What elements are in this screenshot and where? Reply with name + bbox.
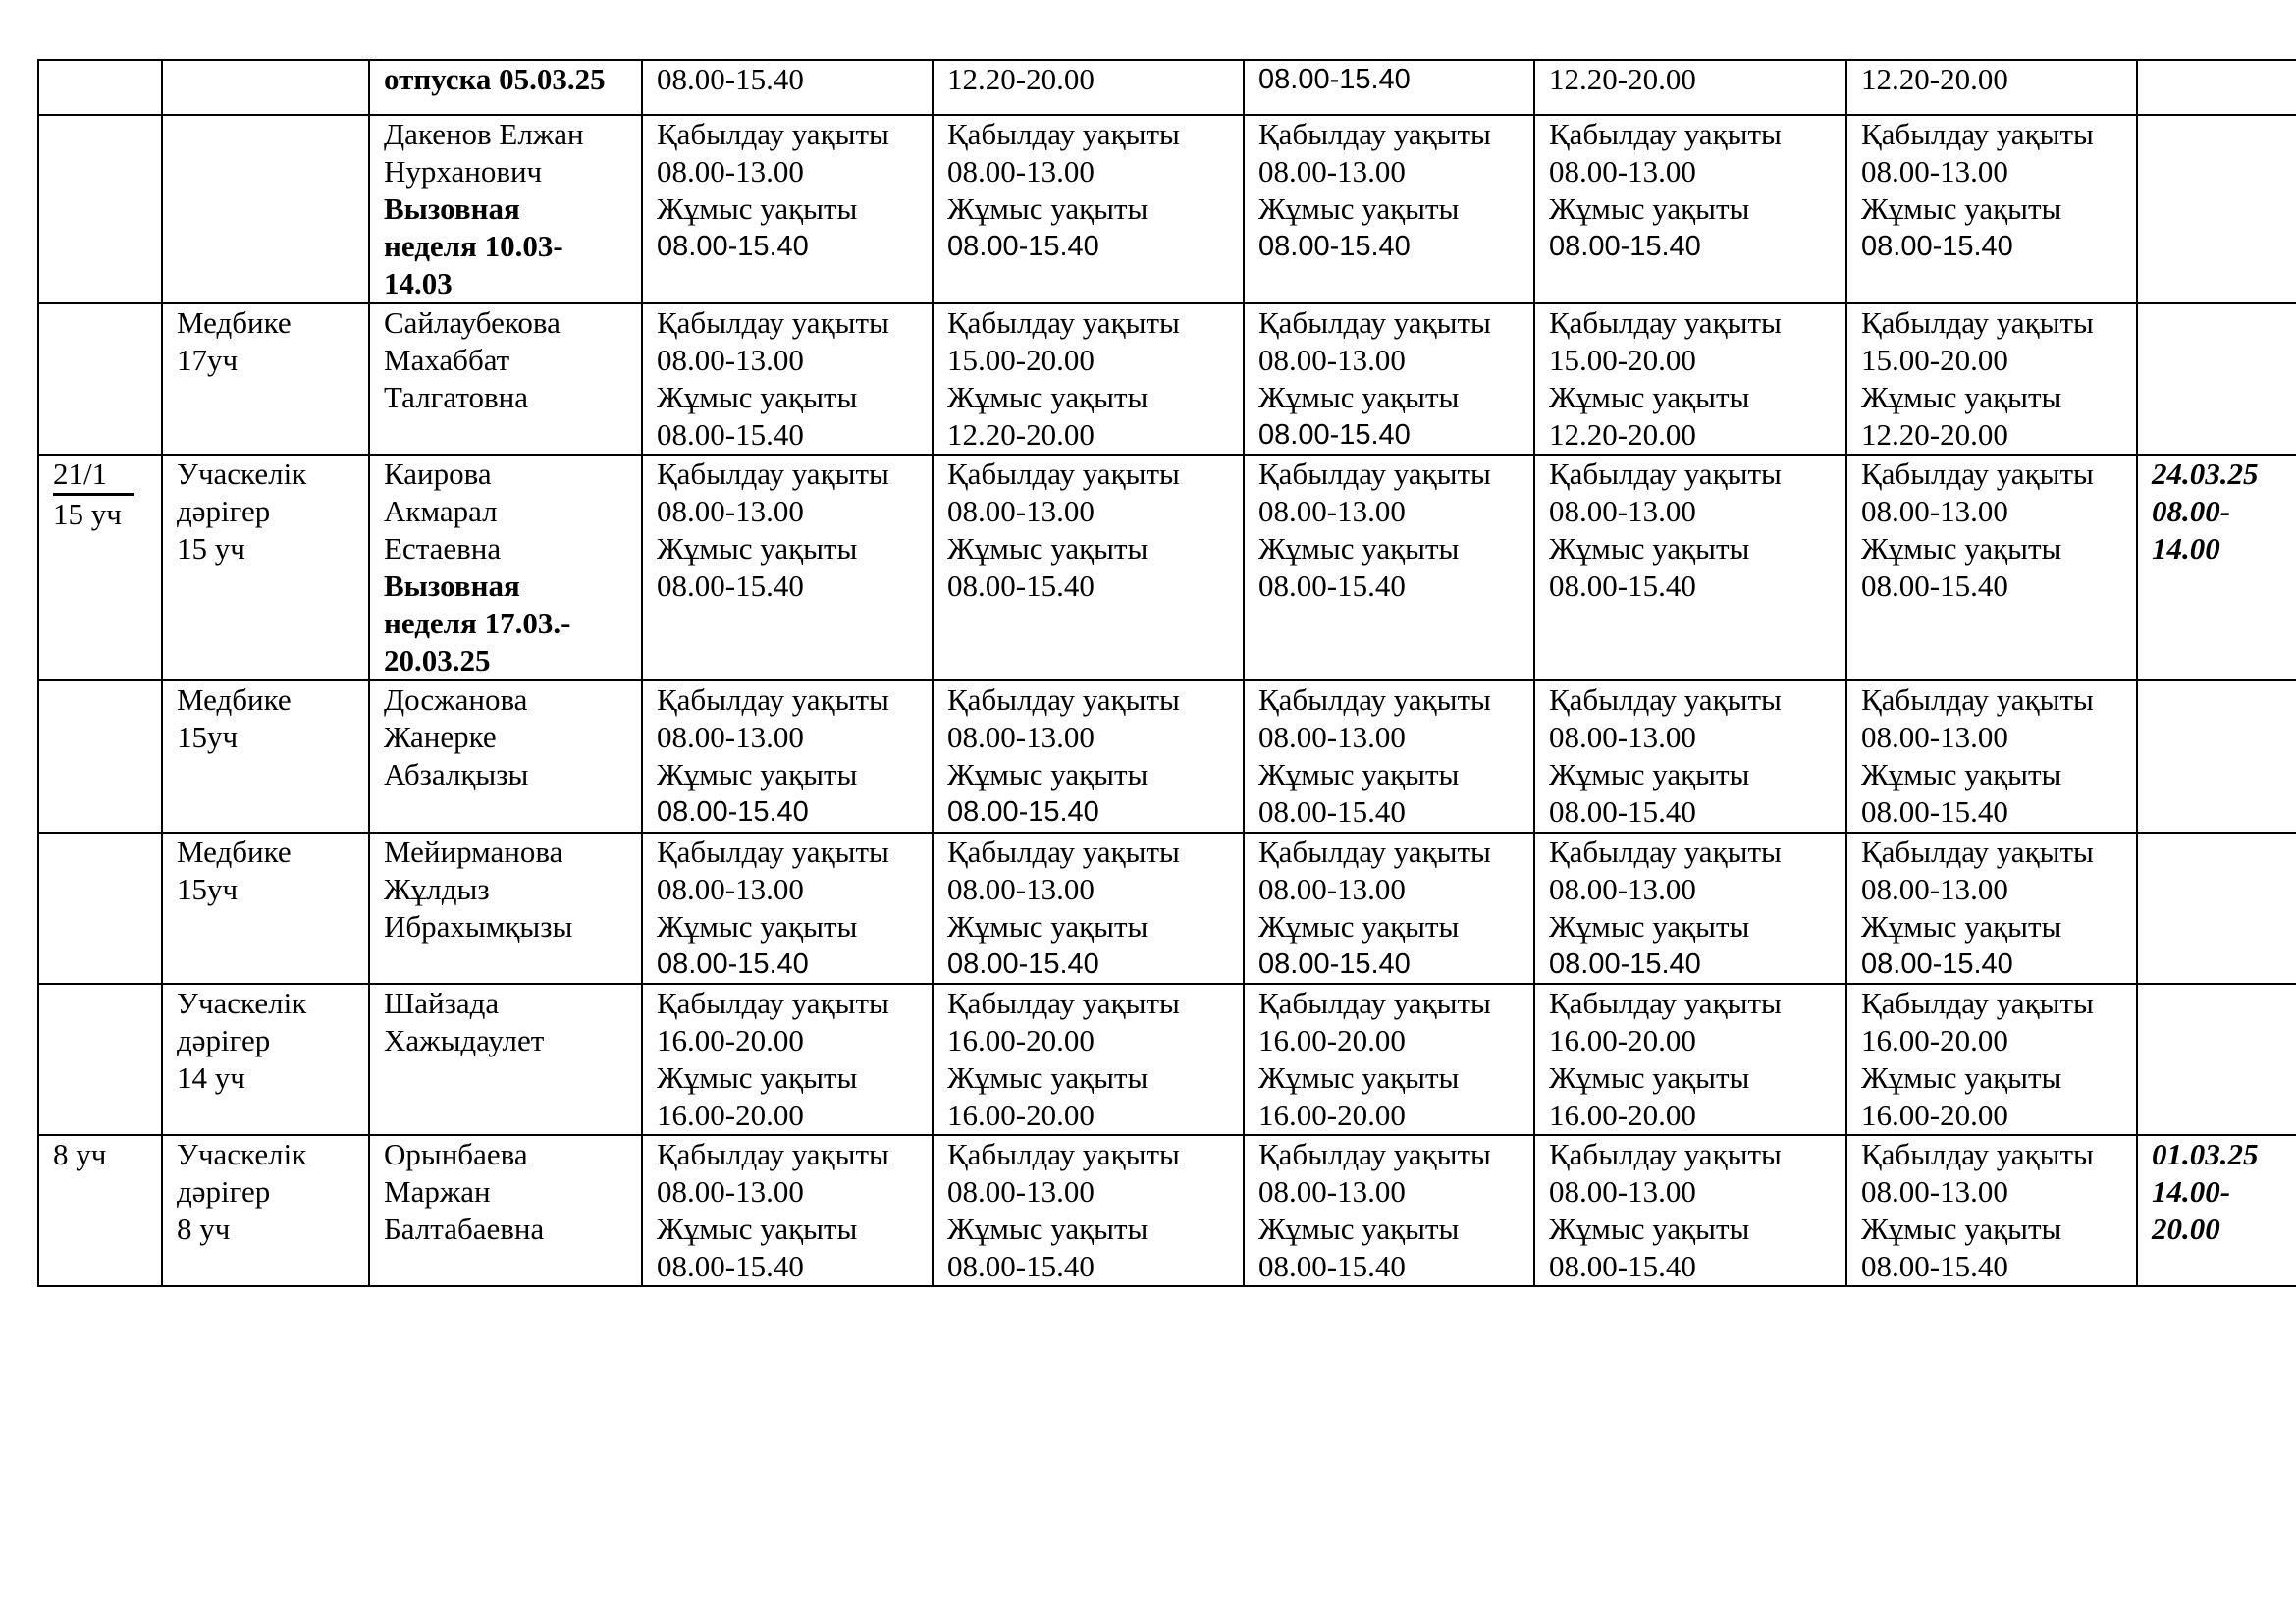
position-cell-line: Медбике — [177, 682, 292, 717]
schedule-cell-day-4 — [1534, 680, 1846, 833]
schedule-cell-day-3-line: 08.00-15.40 — [1258, 419, 1411, 451]
schedule-cell-day-4-line: Жұмыс уақыты — [1549, 1060, 1750, 1095]
section-cell-line — [53, 456, 147, 496]
staff-name-cell — [369, 115, 642, 303]
schedule-cell-day-3-line: 08.00-13.00 — [1258, 494, 1406, 528]
schedule-cell-day-2-line: Қабылдау уақыты — [947, 117, 1180, 151]
schedule-cell-day-4-line: Қабылдау уақыты — [1549, 457, 1782, 491]
schedule-cell-day-3 — [1244, 455, 1534, 680]
position-cell-line: 15уч — [177, 720, 239, 754]
schedule-cell-day-5-line: 08.00-13.00 — [1861, 720, 2008, 754]
schedule-cell-day-2-line: 08.00-13.00 — [947, 1174, 1095, 1209]
schedule-cell-day-5-line: 16.00-20.00 — [1861, 1023, 2008, 1057]
schedule-cell-day-2 — [933, 303, 1244, 455]
schedule-cell-day-2-line: 08.00-15.40 — [947, 948, 1099, 980]
schedule-cell-day-2-line: Жұмыс уақыты — [947, 380, 1148, 414]
position-cell — [162, 60, 369, 115]
staff-name-cell-line: Вызовная — [384, 191, 520, 226]
staff-name-cell-line: Сайлаубекова — [384, 305, 561, 340]
schedule-cell-day-1-line: 08.00-13.00 — [657, 1174, 804, 1209]
staff-name-cell-line: Мейирманова — [384, 835, 563, 869]
schedule-table — [37, 59, 2296, 1287]
schedule-cell-day-5 — [1846, 60, 2137, 115]
schedule-cell-day-4 — [1534, 455, 1846, 680]
schedule-cell-day-4-line: Жұмыс уақыты — [1549, 1212, 1750, 1246]
section-cell — [38, 115, 162, 303]
position-cell — [162, 1135, 369, 1286]
schedule-cell-day-3 — [1244, 115, 1534, 303]
schedule-cell-day-5-line: Қабылдау уақыты — [1861, 1137, 2094, 1171]
schedule-cell-day-1-line: 08.00-13.00 — [657, 154, 804, 189]
schedule-cell-day-5-line: 08.00-13.00 — [1861, 1174, 2008, 1209]
schedule-cell-day-5-line: Жұмыс уақыты — [1861, 757, 2062, 791]
schedule-cell-day-5-line: Жұмыс уақыты — [1861, 1212, 2062, 1246]
schedule-cell-day-1-line: Жұмыс уақыты — [657, 1060, 858, 1095]
position-cell-line: дәрігер — [177, 1023, 271, 1057]
position-cell-line: 15уч — [177, 872, 239, 906]
section-cell-line: 8 уч — [53, 1137, 107, 1171]
schedule-cell-day-1-line: 08.00-15.40 — [657, 796, 809, 828]
position-cell — [162, 115, 369, 303]
schedule-cell-day-1-line: Қабылдау уақыты — [657, 986, 889, 1020]
schedule-cell-day-5-line: Қабылдау уақыты — [1861, 117, 2094, 151]
schedule-cell-day-5-line: Қабылдау уақыты — [1861, 682, 2094, 717]
staff-name-cell-line: неделя 17.03.- — [384, 606, 571, 640]
schedule-cell-day-4-line: 12.20-20.00 — [1549, 417, 1696, 452]
schedule-cell-day-4-line: 08.00-15.40 — [1549, 231, 1701, 262]
schedule-cell-day-3 — [1244, 303, 1534, 455]
section-cell — [38, 1135, 162, 1286]
staff-name-cell-line: Хажыдаулет — [384, 1023, 545, 1057]
schedule-cell-day-3-line: Қабылдау уақыты — [1258, 835, 1491, 869]
staff-name-cell-line: неделя 10.03- — [384, 229, 563, 263]
schedule-cell-day-1 — [642, 680, 933, 833]
schedule-cell-day-2-line: 08.00-13.00 — [947, 720, 1095, 754]
schedule-cell-day-3 — [1244, 60, 1534, 115]
schedule-cell-day-2-line: Жұмыс уақыты — [947, 1060, 1148, 1095]
schedule-cell-day-3 — [1244, 1135, 1534, 1286]
schedule-cell-day-4-line: 12.20-20.00 — [1549, 62, 1696, 96]
extra-duty-cell — [2137, 303, 2296, 455]
schedule-cell-day-1-line: Қабылдау уақыты — [657, 457, 889, 491]
extra-duty-cell — [2137, 115, 2296, 303]
schedule-cell-day-3-line: Жұмыс уақыты — [1258, 1212, 1460, 1246]
schedule-cell-day-4-line: Қабылдау уақыты — [1549, 835, 1782, 869]
schedule-cell-day-1-line: 08.00-15.40 — [657, 948, 809, 980]
schedule-cell-day-1-line: Жұмыс уақыты — [657, 757, 858, 791]
schedule-cell-day-4-line: Жұмыс уақыты — [1549, 531, 1750, 566]
extra-duty-cell-line: 01.03.25 — [2152, 1137, 2259, 1171]
schedule-cell-day-2-line: 12.20-20.00 — [947, 62, 1095, 96]
staff-name-cell — [369, 833, 642, 984]
schedule-cell-day-5-line: Жұмыс уақыты — [1861, 191, 2062, 226]
table-row — [38, 115, 2296, 303]
schedule-cell-day-5-line: Жұмыс уақыты — [1861, 1060, 2062, 1095]
schedule-cell-day-5-line: Жұмыс уақыты — [1861, 380, 2062, 414]
schedule-cell-day-5-line: Жұмыс уақыты — [1861, 531, 2062, 566]
position-cell-line: 15 уч — [177, 531, 245, 566]
position-cell — [162, 984, 369, 1135]
schedule-cell-day-5 — [1846, 833, 2137, 984]
schedule-cell-day-2-line: Жұмыс уақыты — [947, 909, 1148, 944]
schedule-cell-day-4-line: 08.00-15.40 — [1549, 568, 1696, 603]
schedule-cell-day-3-line: Жұмыс уақыты — [1258, 1060, 1460, 1095]
schedule-cell-day-5-line: 08.00-13.00 — [1861, 154, 2008, 189]
schedule-cell-day-3-line: Жұмыс уақыты — [1258, 909, 1460, 944]
staff-name-cell-line: 20.03.25 — [384, 643, 491, 677]
schedule-cell-day-2-line: Қабылдау уақыты — [947, 1137, 1180, 1171]
extra-duty-cell — [2137, 455, 2296, 680]
staff-name-cell-line: Вызовная — [384, 568, 520, 603]
schedule-cell-day-4-line: Жұмыс уақыты — [1549, 380, 1750, 414]
staff-name-cell — [369, 1135, 642, 1286]
schedule-cell-day-4-line: Қабылдау уақыты — [1549, 1137, 1782, 1171]
schedule-cell-day-4 — [1534, 303, 1846, 455]
schedule-cell-day-2-line: Қабылдау уақыты — [947, 457, 1180, 491]
staff-name-cell-line: Маржан — [384, 1174, 491, 1209]
staff-name-cell-line: Талгатовна — [384, 380, 528, 414]
schedule-cell-day-1-line: Қабылдау уақыты — [657, 682, 889, 717]
schedule-cell-day-4 — [1534, 984, 1846, 1135]
schedule-cell-day-1 — [642, 833, 933, 984]
schedule-cell-day-4-line: 08.00-15.40 — [1549, 1249, 1696, 1283]
schedule-cell-day-2 — [933, 60, 1244, 115]
section-cell — [38, 455, 162, 680]
table-row — [38, 455, 2296, 680]
schedule-cell-day-5 — [1846, 303, 2137, 455]
schedule-cell-day-3-line: 08.00-13.00 — [1258, 720, 1406, 754]
position-cell-line: Учаскелік — [177, 1137, 307, 1171]
staff-name-cell — [369, 984, 642, 1135]
table-row — [38, 60, 2296, 115]
schedule-cell-day-2 — [933, 680, 1244, 833]
section-number: 21/1 — [53, 456, 134, 496]
staff-name-cell-line: 14.03 — [384, 266, 453, 300]
schedule-cell-day-1 — [642, 60, 933, 115]
schedule-cell-day-2 — [933, 833, 1244, 984]
schedule-cell-day-3 — [1244, 680, 1534, 833]
extra-duty-cell — [2137, 680, 2296, 833]
schedule-cell-day-4-line: 08.00-13.00 — [1549, 1174, 1696, 1209]
staff-name-cell-line: Ибрахымқызы — [384, 909, 573, 944]
position-cell-line: Учаскелік — [177, 986, 307, 1020]
schedule-cell-day-1-line: 08.00-15.40 — [657, 417, 804, 452]
schedule-cell-day-2-line: 15.00-20.00 — [947, 343, 1095, 377]
schedule-cell-day-1-line: 08.00-15.40 — [657, 1249, 804, 1283]
staff-name-cell-line: Нурханович — [384, 154, 543, 189]
schedule-cell-day-2-line: 08.00-13.00 — [947, 154, 1095, 189]
schedule-cell-day-3-line: 16.00-20.00 — [1258, 1098, 1406, 1132]
schedule-cell-day-5-line: 08.00-15.40 — [1861, 794, 2008, 829]
schedule-cell-day-3-line: 08.00-15.40 — [1258, 568, 1406, 603]
schedule-cell-day-5-line: 15.00-20.00 — [1861, 343, 2008, 377]
section-cell — [38, 984, 162, 1135]
schedule-cell-day-4-line: Қабылдау уақыты — [1549, 117, 1782, 151]
position-cell — [162, 680, 369, 833]
schedule-cell-day-3 — [1244, 833, 1534, 984]
schedule-cell-day-4-line: Қабылдау уақыты — [1549, 986, 1782, 1020]
schedule-cell-day-4 — [1534, 60, 1846, 115]
schedule-cell-day-2-line: 08.00-15.40 — [947, 1249, 1095, 1283]
table-row — [38, 833, 2296, 984]
schedule-cell-day-5 — [1846, 455, 2137, 680]
schedule-cell-day-1-line: Жұмыс уақыты — [657, 380, 858, 414]
section-cell — [38, 680, 162, 833]
schedule-cell-day-5-line: 16.00-20.00 — [1861, 1098, 2008, 1132]
schedule-cell-day-1-line: Жұмыс уақыты — [657, 1212, 858, 1246]
schedule-cell-day-5-line: Жұмыс уақыты — [1861, 909, 2062, 944]
table-row — [38, 303, 2296, 455]
schedule-cell-day-2-line: 08.00-13.00 — [947, 494, 1095, 528]
schedule-cell-day-4-line: 08.00-15.40 — [1549, 794, 1696, 829]
schedule-cell-day-3-line: 08.00-15.40 — [1258, 64, 1411, 95]
schedule-cell-day-3-line: 08.00-15.40 — [1258, 948, 1411, 980]
schedule-cell-day-5-line: 08.00-15.40 — [1861, 948, 2013, 980]
schedule-cell-day-5 — [1846, 1135, 2137, 1286]
extra-duty-cell-line: 14.00- — [2152, 1174, 2231, 1209]
schedule-cell-day-1 — [642, 115, 933, 303]
schedule-cell-day-4-line: 16.00-20.00 — [1549, 1098, 1696, 1132]
position-cell-line: Медбике — [177, 305, 292, 340]
schedule-cell-day-2 — [933, 984, 1244, 1135]
section-cell — [38, 60, 162, 115]
schedule-cell-day-3-line: Жұмыс уақыты — [1258, 380, 1460, 414]
extra-duty-cell-line: 14.00 — [2152, 531, 2220, 566]
staff-name-cell — [369, 60, 642, 115]
schedule-cell-day-3-line: 08.00-15.40 — [1258, 1249, 1406, 1283]
schedule-cell-day-1-line: 08.00-15.40 — [657, 62, 804, 96]
schedule-cell-day-1 — [642, 984, 933, 1135]
schedule-cell-day-1-line: 08.00-13.00 — [657, 720, 804, 754]
schedule-cell-day-4-line: 08.00-13.00 — [1549, 872, 1696, 906]
schedule-cell-day-5 — [1846, 680, 2137, 833]
schedule-cell-day-4-line: 08.00-13.00 — [1549, 720, 1696, 754]
schedule-cell-day-4-line: 08.00-15.40 — [1549, 948, 1701, 980]
extra-duty-cell-line: 08.00- — [2152, 494, 2231, 528]
schedule-cell-day-2-line: Қабылдау уақыты — [947, 835, 1180, 869]
section-cell-line: 15 уч — [53, 497, 122, 531]
schedule-cell-day-3-line: Қабылдау уақыты — [1258, 457, 1491, 491]
schedule-cell-day-1-line: 08.00-13.00 — [657, 872, 804, 906]
schedule-cell-day-4-line: 08.00-13.00 — [1549, 494, 1696, 528]
schedule-cell-day-2-line: 08.00-15.40 — [947, 231, 1099, 262]
schedule-cell-day-1-line: Жұмыс уақыты — [657, 191, 858, 226]
schedule-cell-day-1 — [642, 1135, 933, 1286]
schedule-cell-day-2-line: Қабылдау уақыты — [947, 986, 1180, 1020]
schedule-cell-day-2-line: 08.00-13.00 — [947, 872, 1095, 906]
schedule-cell-day-5-line: Қабылдау уақыты — [1861, 305, 2094, 340]
extra-duty-cell — [2137, 1135, 2296, 1286]
staff-name-cell-line: Жұлдыз — [384, 872, 490, 906]
schedule-cell-day-2-line: Қабылдау уақыты — [947, 682, 1180, 717]
position-cell-line: 17уч — [177, 343, 239, 377]
schedule-cell-day-3-line: Жұмыс уақыты — [1258, 757, 1460, 791]
schedule-cell-day-2-line: 16.00-20.00 — [947, 1023, 1095, 1057]
staff-name-cell-line: Балтабаевна — [384, 1212, 545, 1246]
schedule-cell-day-5 — [1846, 115, 2137, 303]
schedule-cell-day-5-line: 08.00-13.00 — [1861, 872, 2008, 906]
schedule-cell-day-4-line: Жұмыс уақыты — [1549, 191, 1750, 226]
position-cell-line: дәрігер — [177, 494, 271, 528]
extra-duty-cell-line: 20.00 — [2152, 1212, 2220, 1246]
schedule-cell-day-1-line: 08.00-13.00 — [657, 494, 804, 528]
staff-name-cell-line: Орынбаева — [384, 1137, 528, 1171]
schedule-cell-day-2-line: 12.20-20.00 — [947, 417, 1095, 452]
schedule-cell-day-1-line: Жұмыс уақыты — [657, 531, 858, 566]
position-cell-line: 8 уч — [177, 1212, 231, 1246]
schedule-cell-day-5-line: Қабылдау уақыты — [1861, 986, 2094, 1020]
schedule-cell-day-5-line: 08.00-15.40 — [1861, 1249, 2008, 1283]
schedule-cell-day-2-line: 16.00-20.00 — [947, 1098, 1095, 1132]
staff-name-cell — [369, 303, 642, 455]
schedule-cell-day-3-line: Жұмыс уақыты — [1258, 531, 1460, 566]
schedule-cell-day-3-line: Жұмыс уақыты — [1258, 191, 1460, 226]
schedule-cell-day-3-line: 08.00-15.40 — [1258, 794, 1406, 829]
schedule-cell-day-2 — [933, 1135, 1244, 1286]
schedule-cell-day-4-line: Қабылдау уақыты — [1549, 305, 1782, 340]
schedule-cell-day-5-line: 08.00-15.40 — [1861, 568, 2008, 603]
position-cell-line: Медбике — [177, 835, 292, 869]
extra-duty-cell — [2137, 984, 2296, 1135]
schedule-cell-day-1-line: 08.00-15.40 — [657, 568, 804, 603]
extra-duty-cell — [2137, 60, 2296, 115]
staff-name-cell-line: Акмарал — [384, 494, 498, 528]
schedule-cell-day-4-line: Жұмыс уақыты — [1549, 909, 1750, 944]
schedule-cell-day-2-line: Жұмыс уақыты — [947, 757, 1148, 791]
schedule-cell-day-4 — [1534, 115, 1846, 303]
schedule-cell-day-1-line: 16.00-20.00 — [657, 1023, 804, 1057]
schedule-cell-day-1-line: Қабылдау уақыты — [657, 305, 889, 340]
schedule-cell-day-4-line: Жұмыс уақыты — [1549, 757, 1750, 791]
section-cell — [38, 833, 162, 984]
schedule-cell-day-3-line: 08.00-13.00 — [1258, 872, 1406, 906]
staff-name-cell-line: Абзалқызы — [384, 757, 529, 791]
schedule-cell-day-4-line: Қабылдау уақыты — [1549, 682, 1782, 717]
schedule-cell-day-1-line: Жұмыс уақыты — [657, 909, 858, 944]
schedule-cell-day-3-line: Қабылдау уақыты — [1258, 117, 1491, 151]
schedule-cell-day-4 — [1534, 1135, 1846, 1286]
table-row — [38, 984, 2296, 1135]
extra-duty-cell-line: 24.03.25 — [2152, 457, 2259, 491]
schedule-cell-day-5-line: 08.00-15.40 — [1861, 231, 2013, 262]
schedule-cell-day-5-line: 12.20-20.00 — [1861, 417, 2008, 452]
schedule-cell-day-3-line: Қабылдау уақыты — [1258, 682, 1491, 717]
schedule-cell-day-4-line: 15.00-20.00 — [1549, 343, 1696, 377]
schedule-cell-day-1-line: Қабылдау уақыты — [657, 1137, 889, 1171]
schedule-cell-day-3-line: 08.00-13.00 — [1258, 154, 1406, 189]
schedule-cell-day-2 — [933, 455, 1244, 680]
staff-name-cell-line: Шайзада — [384, 986, 500, 1020]
staff-name-cell-line: отпуска 05.03.25 — [384, 62, 606, 96]
schedule-cell-day-5-line: Қабылдау уақыты — [1861, 835, 2094, 869]
schedule-cell-day-3-line: 08.00-13.00 — [1258, 343, 1406, 377]
schedule-cell-day-5-line: 08.00-13.00 — [1861, 494, 2008, 528]
staff-name-cell — [369, 455, 642, 680]
table-row — [38, 1135, 2296, 1286]
staff-name-cell-line: Дакенов Елжан — [384, 117, 584, 151]
schedule-cell-day-3-line: Қабылдау уақыты — [1258, 1137, 1491, 1171]
schedule-cell-day-1-line: 16.00-20.00 — [657, 1098, 804, 1132]
position-cell — [162, 833, 369, 984]
schedule-cell-day-3-line: 16.00-20.00 — [1258, 1023, 1406, 1057]
schedule-cell-day-1-line: Қабылдау уақыты — [657, 835, 889, 869]
schedule-cell-day-5-line: 12.20-20.00 — [1861, 62, 2008, 96]
schedule-cell-day-1-line: 08.00-15.40 — [657, 231, 809, 262]
schedule-cell-day-1 — [642, 455, 933, 680]
schedule-cell-day-3-line: Қабылдау уақыты — [1258, 986, 1491, 1020]
position-cell-line: 14 уч — [177, 1060, 245, 1095]
schedule-cell-day-4-line: 08.00-13.00 — [1549, 154, 1696, 189]
extra-duty-cell — [2137, 833, 2296, 984]
schedule-cell-day-4-line: 16.00-20.00 — [1549, 1023, 1696, 1057]
table-row — [38, 680, 2296, 833]
schedule-cell-day-2-line: 08.00-15.40 — [947, 568, 1095, 603]
schedule-cell-day-2-line: Жұмыс уақыты — [947, 1212, 1148, 1246]
staff-name-cell-line: Жанерке — [384, 720, 497, 754]
schedule-cell-day-3-line: 08.00-13.00 — [1258, 1174, 1406, 1209]
position-cell — [162, 455, 369, 680]
schedule-cell-day-1-line: Қабылдау уақыты — [657, 117, 889, 151]
section-cell — [38, 303, 162, 455]
schedule-cell-day-2-line: Жұмыс уақыты — [947, 531, 1148, 566]
staff-name-cell-line: Естаевна — [384, 531, 502, 566]
schedule-cell-day-2 — [933, 115, 1244, 303]
staff-name-cell-line: Каирова — [384, 457, 492, 491]
schedule-cell-day-2-line: Қабылдау уақыты — [947, 305, 1180, 340]
schedule-cell-day-4 — [1534, 833, 1846, 984]
schedule-cell-day-1-line: 08.00-13.00 — [657, 343, 804, 377]
schedule-cell-day-5 — [1846, 984, 2137, 1135]
position-cell-line: дәрігер — [177, 1174, 271, 1209]
staff-name-cell — [369, 680, 642, 833]
schedule-cell-day-2-line: 08.00-15.40 — [947, 796, 1099, 828]
schedule-cell-day-3 — [1244, 984, 1534, 1135]
staff-name-cell-line: Досжанова — [384, 682, 528, 717]
staff-name-cell-line: Махаббат — [384, 343, 510, 377]
position-cell — [162, 303, 369, 455]
schedule-cell-day-3-line: Қабылдау уақыты — [1258, 305, 1491, 340]
schedule-cell-day-1 — [642, 303, 933, 455]
schedule-cell-day-3-line: 08.00-15.40 — [1258, 231, 1411, 262]
schedule-cell-day-5-line: Қабылдау уақыты — [1861, 457, 2094, 491]
schedule-cell-day-2-line: Жұмыс уақыты — [947, 191, 1148, 226]
position-cell-line: Учаскелік — [177, 457, 307, 491]
